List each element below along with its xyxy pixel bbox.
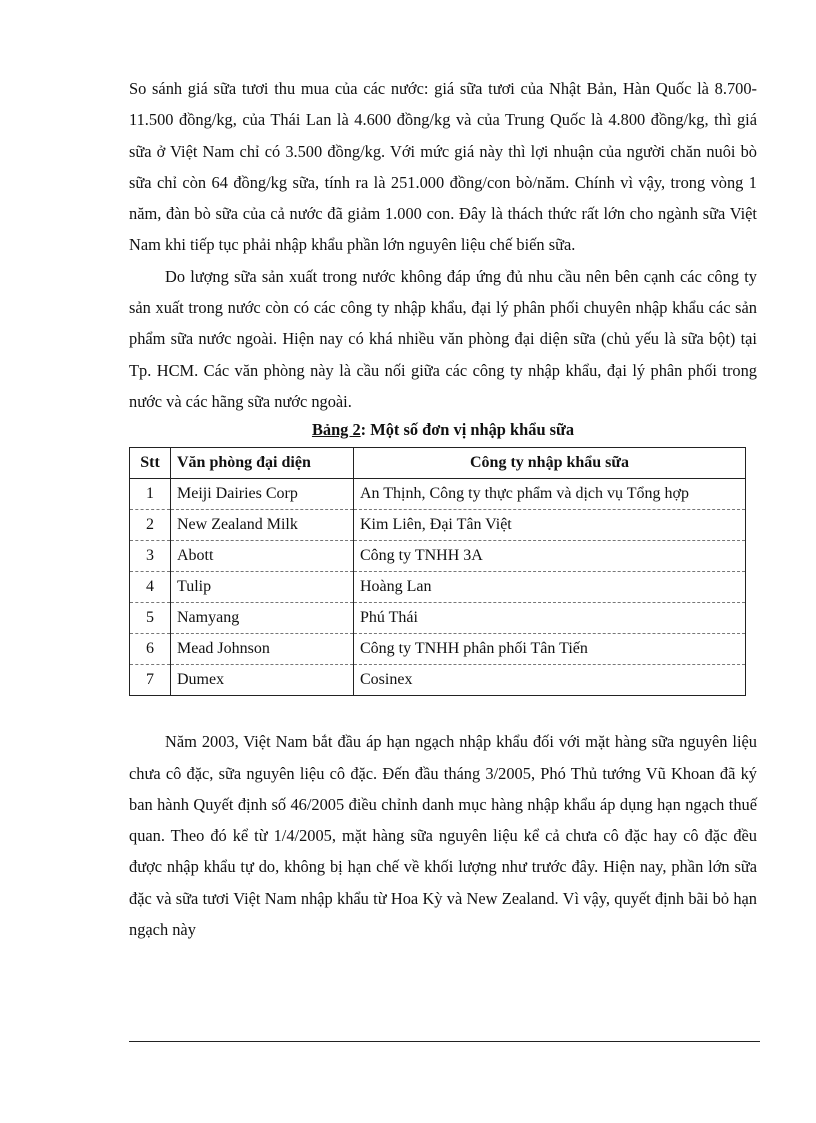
cell-office: Mead Johnson (171, 634, 354, 665)
table-row (130, 479, 746, 510)
cell-office: Namyang (171, 603, 354, 634)
cell-stt: 6 (130, 634, 171, 665)
cell-importer: Phú Thái (354, 603, 746, 634)
header-importer: Công ty nhập khẩu sữa (354, 448, 746, 479)
cell-importer: Hoàng Lan (354, 572, 746, 603)
cell-stt: 4 (130, 572, 171, 603)
cell-importer: An Thịnh, Công ty thực phẩm và dịch vụ Tổng hợp (354, 479, 746, 510)
cell-importer: Công ty TNHH 3A (354, 541, 746, 572)
cell-office: New Zealand Milk (171, 510, 354, 541)
paragraph-milk-price-comparison: So sánh giá sữa tươi thu mua của các nước: giá sữa tươi của Nhật Bản, Hàn Quốc là 8.700-11.500 đồng/kg, của Thái Lan là 4.600 đồng/kg và của Trung Quốc là 4.800 đồng/kg, thì giá sữa ở Việt Nam chỉ có 3.500 đồng/kg. Với mức giá này thì lợi nhuận của người chăn nuôi bò sữa chỉ còn 64 đồng/kg sữa, tính ra là 251.000 đồng/con bò/năm. Chính vì vậy, trong vòng 1 năm, đàn bò sữa của cả nước đã giảm 1.000 con. Đây là thách thức rất lớn cho ngành sữa Việt Nam khi tiếp tục phải nhập khẩu phần lớn nguyên liệu chế biến sữa. (129, 79, 757, 255)
table-header-row (130, 448, 746, 479)
cell-importer: Cosinex (354, 665, 746, 696)
milk-importers-table (129, 447, 746, 696)
cell-stt: 7 (130, 665, 171, 696)
paragraph-import-quota: Năm 2003, Việt Nam bắt đầu áp hạn ngạch nhập khẩu đối với mặt hàng sữa nguyên liệu chưa cô đặc, sữa nguyên liệu cô đặc. Đến đầu tháng 3/2005, Phó Thủ tướng Vũ Khoan đã ký ban hành Quyết định số 46/2005 điều chỉnh danh mục hàng nhập khẩu áp dụng hạn ngạch thuế quan. Theo đó kể từ 1/4/2005, mặt hàng sữa nguyên liệu kể cả chưa cô đặc hay cô đặc đều được nhập khẩu tự do, không bị hạn chế về khối lượng như trước đây. Hiện nay, phần lớn sữa đặc và sữa tươi Việt Nam nhập khẩu từ Hoa Kỳ và New Zealand. Vì vậy, quyết định bãi bỏ hạn ngạch này (129, 732, 757, 940)
cell-importer: Công ty TNHH phân phối Tân Tiến (354, 634, 746, 665)
cell-office: Abott (171, 541, 354, 572)
cell-stt: 1 (130, 479, 171, 510)
header-stt: Stt (130, 448, 171, 479)
table-row (130, 603, 746, 634)
cell-office: Tulip (171, 572, 354, 603)
cell-importer: Kim Liên, Đại Tân Việt (354, 510, 746, 541)
table-row (130, 634, 746, 665)
document-body (129, 73, 757, 945)
table-spacer (129, 696, 757, 726)
table-row (130, 572, 746, 603)
footer-divider (129, 1041, 760, 1042)
cell-stt: 2 (130, 510, 171, 541)
table-row (130, 510, 746, 541)
cell-stt: 3 (130, 541, 171, 572)
table-caption (129, 419, 757, 441)
paragraph-import-offices: Do lượng sữa sản xuất trong nước không đáp ứng đủ nhu cầu nên bên cạnh các công ty sản xuất trong nước còn có các công ty nhập khẩu, đại lý phân phối chuyên nhập khẩu các sản phẩm sữa nước ngoài. Hiện nay có khá nhiều văn phòng đại diện sữa (chủ yếu là sữa bột) tại Tp. HCM. Các văn phòng này là cầu nối giữa các công ty nhập khẩu, đại lý phân phối trong nước và các hãng sữa nước ngoài. (129, 266, 757, 411)
cell-office: Meiji Dairies Corp (171, 479, 354, 510)
table-row (130, 665, 746, 696)
header-office: Văn phòng đại diện (171, 448, 354, 479)
table-caption-title: : Một số đơn vị nhập khẩu sữa (360, 420, 575, 440)
table-caption-label: Bảng 2 (311, 420, 361, 440)
table-row (130, 541, 746, 572)
cell-office: Dumex (171, 665, 354, 696)
cell-stt: 5 (130, 603, 171, 634)
